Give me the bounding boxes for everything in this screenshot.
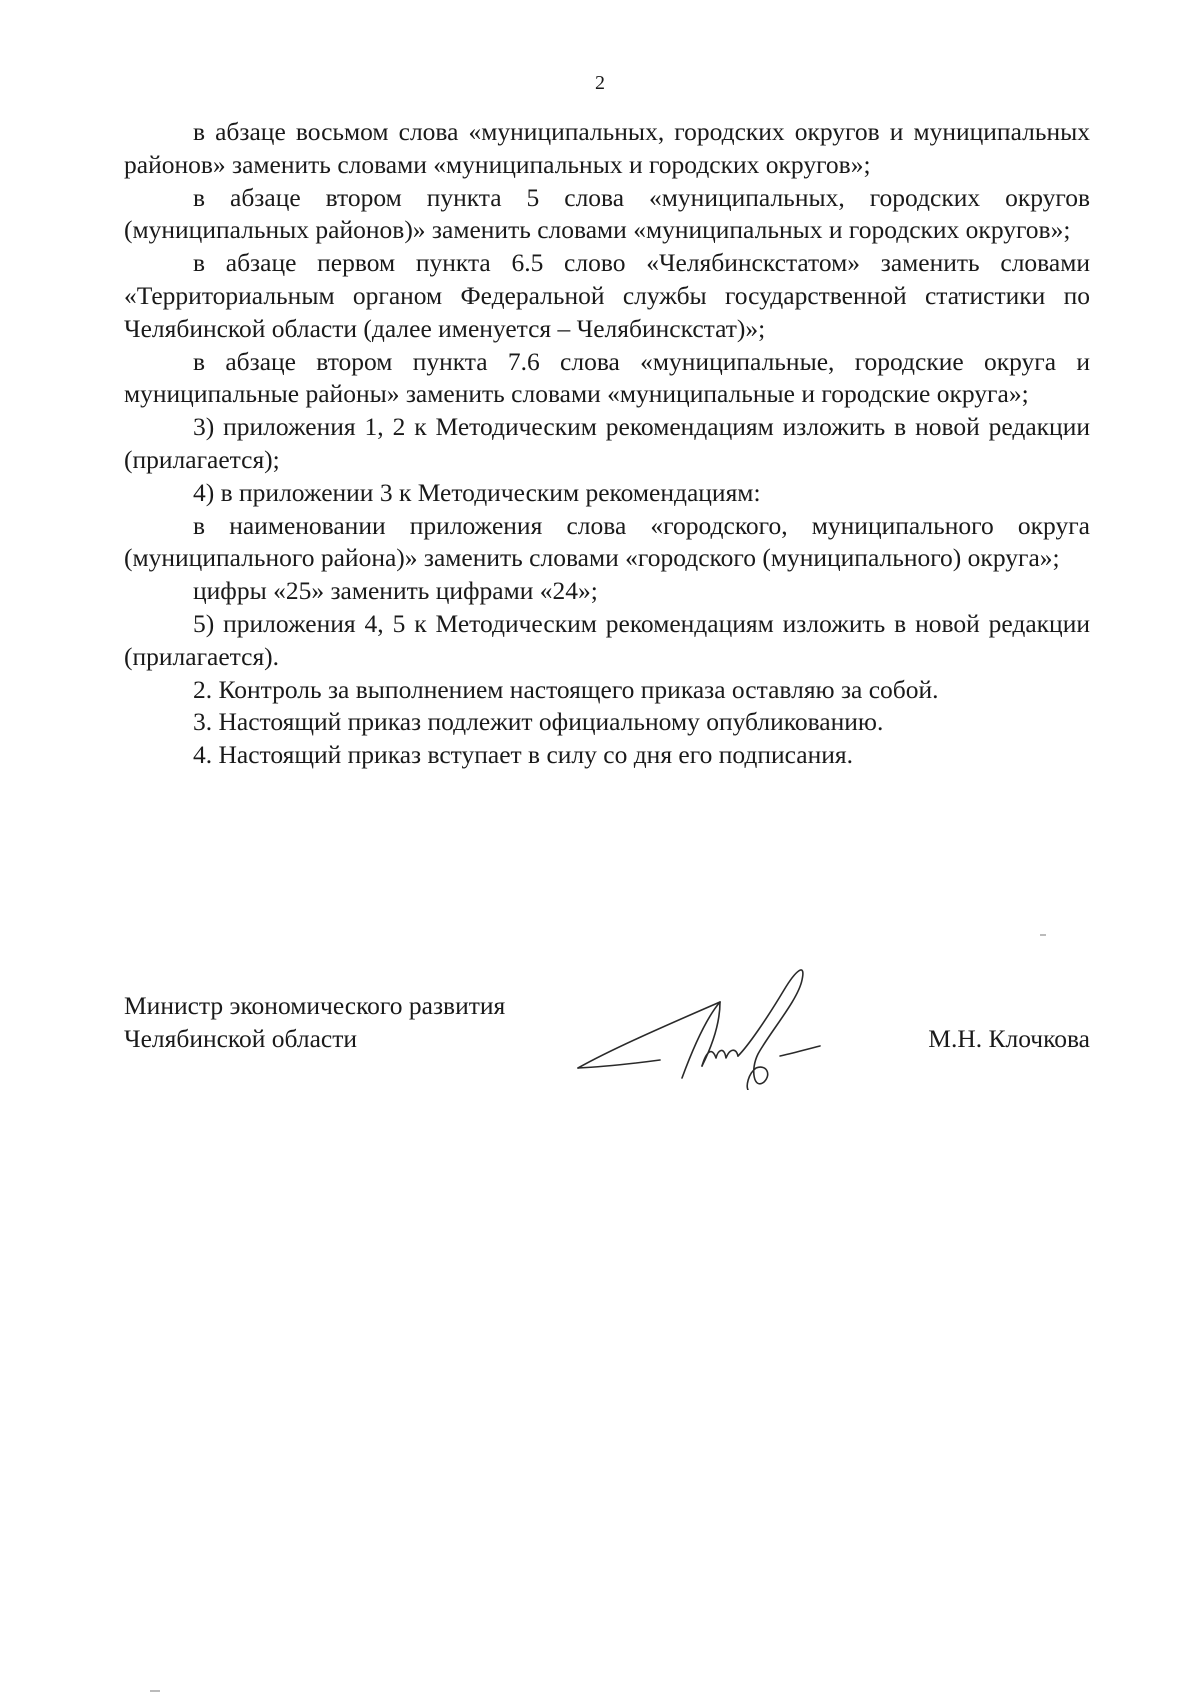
paragraph: в абзаце восьмом слова «муниципальных, городских округов и муниципальных районов» заменить словами «муниципальных и городских округов»; [124, 117, 1090, 179]
paragraph: в абзаце втором пункта 5 слова «муниципальных, городских округов (муниципальных районов)» заменить словами «муниципальных и городских округов»; [124, 182, 1090, 245]
signature-block [124, 990, 1090, 1120]
page-number: 2 [595, 72, 605, 94]
scan-artifact [150, 1690, 160, 1692]
paragraph: в абзаце первом пункта 6.5 слово «Челябинскстатом» заменить словами «Территориальным органом Федеральной службы государственной статистики по Челябинской области (далее именуется – Челябинскстат)»; [124, 248, 1090, 343]
document-body [124, 116, 1090, 772]
scan-artifact [1040, 934, 1046, 936]
signer-position [124, 990, 505, 1056]
signer-position-line-2: Челябинской области [124, 1023, 358, 1053]
signer-name: М.Н. Клочкова [928, 1024, 1090, 1053]
paragraph: 3. Настоящий приказ подлежит официальному опубликованию. [193, 707, 884, 737]
signer-position-line-1: Министр экономического развития [124, 991, 506, 1020]
paragraph: 3) приложения 1, 2 к Методическим рекомендациям изложить в новой редакции (прилагается); [124, 412, 1090, 474]
handwritten-signature [570, 950, 830, 1090]
paragraph: 5) приложения 4, 5 к Методическим рекомендациям изложить в новой редакции (прилагается). [124, 608, 1090, 671]
paragraph: 4. Настоящий приказ вступает в силу со дня его подписания. [193, 740, 853, 770]
paragraph: цифры «25» заменить цифрами «24»; [193, 576, 598, 606]
paragraph: 4) в приложении 3 к Методическим рекомендациям: [193, 477, 761, 507]
paragraph: 2. Контроль за выполнением настоящего приказа оставляю за собой. [193, 674, 939, 704]
paragraph: в абзаце втором пункта 7.6 слова «муниципальные, городские округа и муниципальные районы» заменить словами «муниципальные и городские округа»; [124, 346, 1090, 409]
paragraph: в наименовании приложения слова «городского, муниципального округа (муниципального района)» заменить словами «городского (муниципального) округа»; [124, 510, 1090, 573]
